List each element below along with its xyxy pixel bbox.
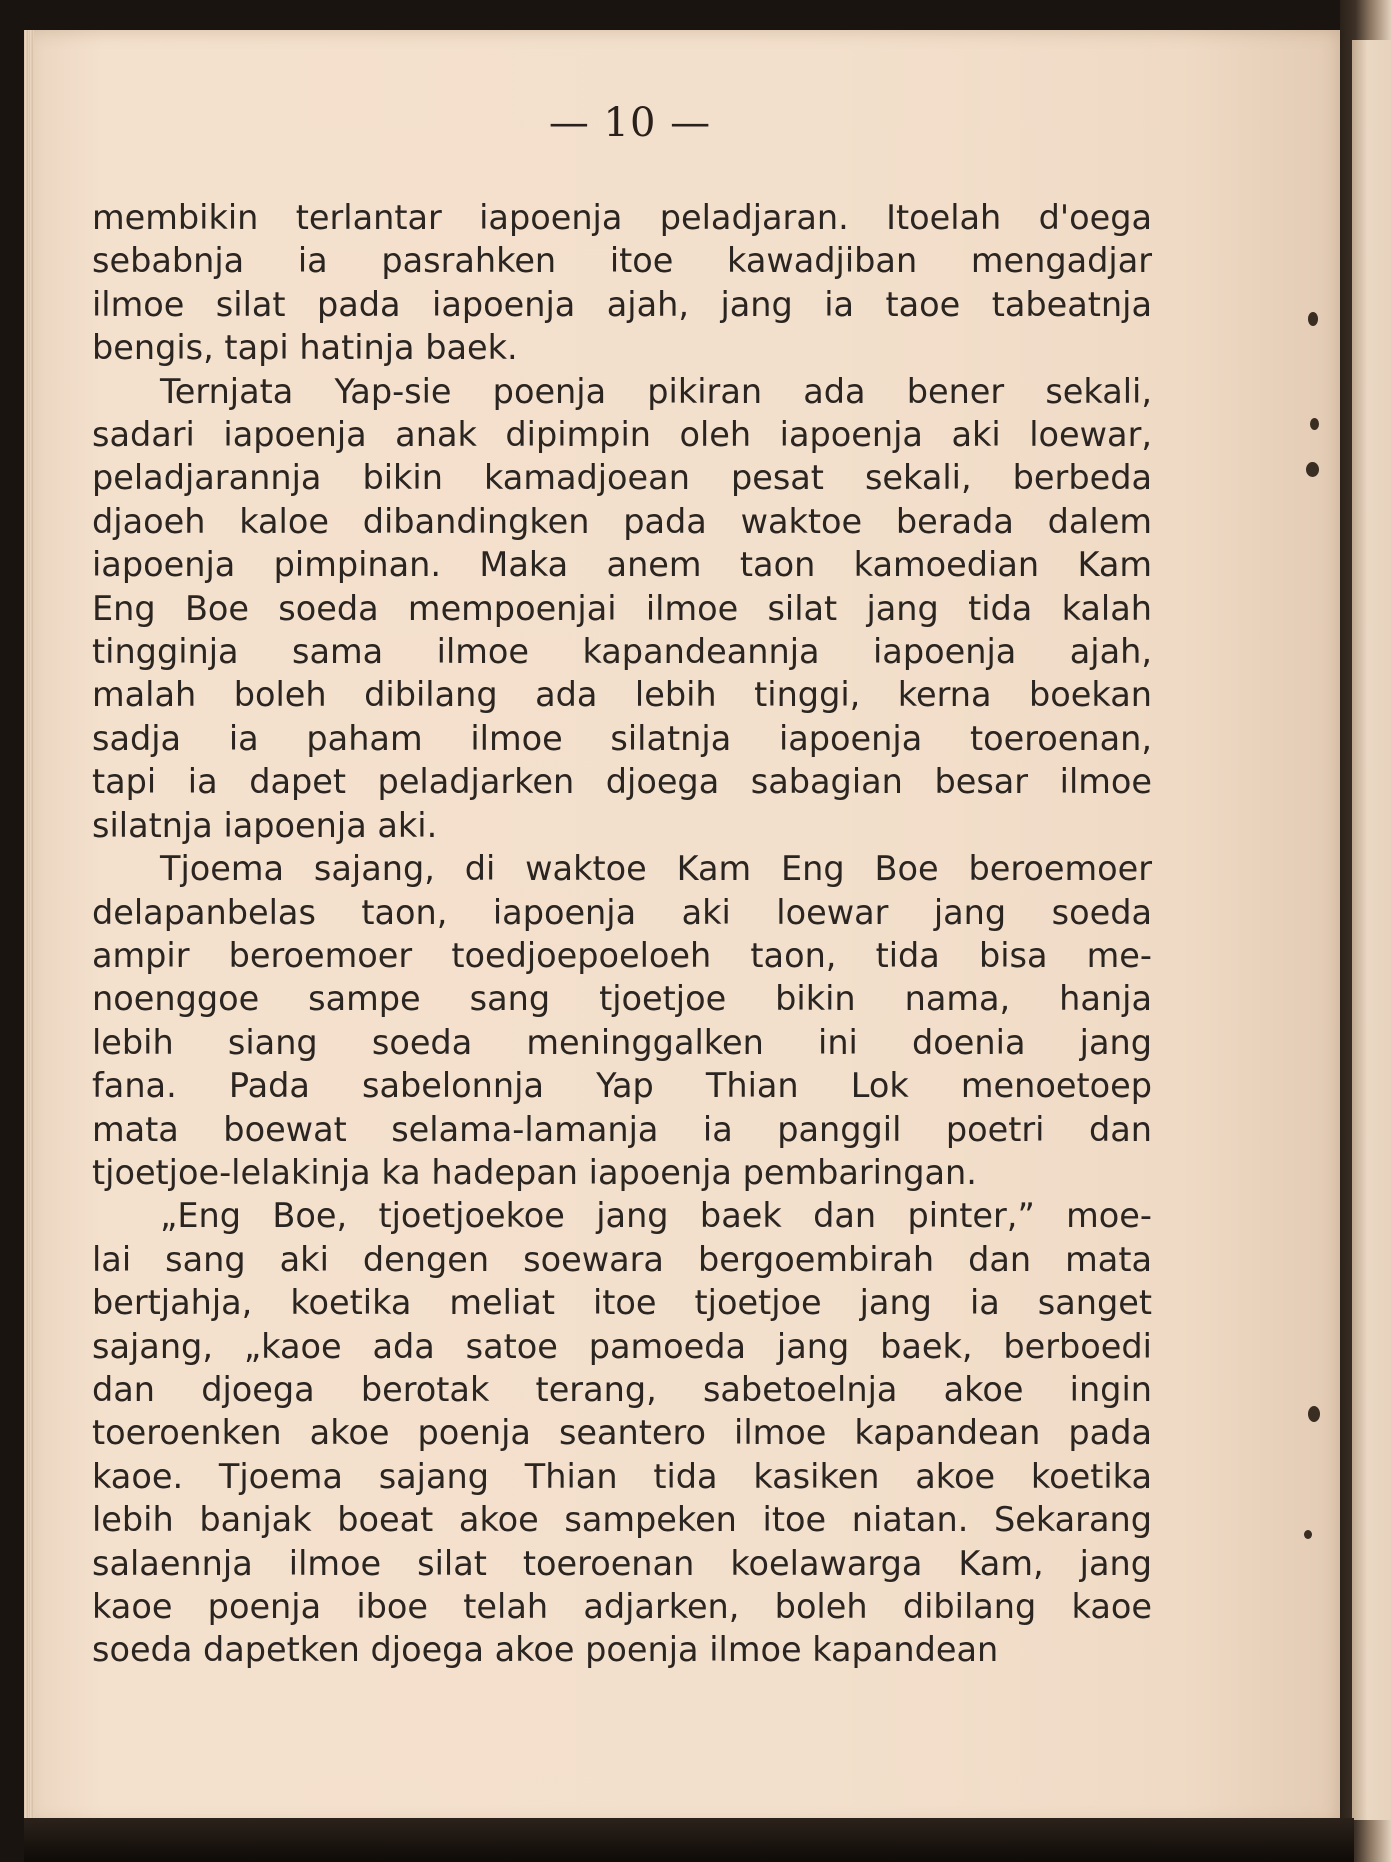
text-line: soeda dapetken djoega akoe poenja ilmoe kapandean [92, 1630, 999, 1670]
ink-speck [1308, 312, 1318, 326]
paragraph [92, 196, 1152, 370]
text-line: noenggoe sampe sang tjoetjoe bikin nama, hanja [92, 979, 1152, 1019]
text-line: djaoeh kaloe dibandingken pada waktoe berada dalem [92, 501, 1152, 541]
text-line: bertjahja, koetika meliat itoe tjoetjoe jang ia sanget [92, 1283, 1152, 1323]
text-line: salaennja ilmoe silat toeroenan koelawarga Kam, jang [92, 1543, 1152, 1583]
text-line: delapanbelas taon, iapoenja aki loewar jang soeda [92, 892, 1152, 932]
text-line: membikin terlantar iapoenja peladjaran. Itoelah d'oega [92, 198, 1152, 237]
facing-page-edge [1352, 40, 1391, 1820]
text-line: sadari iapoenja anak dipimpin oleh iapoenja aki loewar, [92, 415, 1152, 455]
text-line: Ternjata Yap-sie poenja pikiran ada bener sekali, [160, 371, 1152, 411]
text-line: lebih siang soeda meninggalken ini doenia jang [92, 1022, 1152, 1062]
text-line: tjoetjoe-lelakinja ka hadepan iapoenja pembaringan. [92, 1152, 977, 1192]
ink-speck [1306, 462, 1319, 477]
text-line: bengis, tapi hatinja baek. [92, 328, 518, 368]
text-line: mata boewat selama-lamanja ia panggil poetri dan [92, 1109, 1152, 1149]
ink-speck [1308, 1406, 1320, 1422]
text-line: iapoenja pimpinan. Maka anem taon kamoedian Kam [92, 545, 1152, 585]
paragraph [92, 847, 1152, 1194]
text-line: toeroenken akoe poenja seantero ilmoe kapandean pada [92, 1413, 1152, 1453]
text-line: kaoe poenja iboe telah adjarken, boleh dibilang kaoe [92, 1587, 1152, 1626]
paragraph [92, 1194, 1152, 1671]
text-line: lebih banjak boeat akoe sampeken itoe niatan. Sekarang [92, 1500, 1152, 1540]
page-number: — 10 — [548, 100, 712, 146]
text-line: kaoe. Tjoema sajang Thian tida kasiken akoe koetika [92, 1456, 1152, 1496]
text-line: „Eng Boe, tjoetjoekoe jang baek dan pinter,” moe- [160, 1196, 1152, 1236]
text-line: lai sang aki dengen soewara bergoembirah dan mata [92, 1239, 1152, 1279]
text-line: dan djoega berotak terang, sabetoelnja akoe ingin [92, 1369, 1152, 1409]
text-line: ampir beroemoer toedjoepoeloeh taon, tida bisa me- [92, 935, 1152, 975]
text-line: malah boleh dibilang ada lebih tinggi, kerna boekan [92, 675, 1152, 715]
text-line: Eng Boe soeda mempoenjai ilmoe silat jang tida kalah [92, 588, 1152, 628]
text-line: sadja ia paham ilmoe silatnja iapoenja toeroenan, [92, 718, 1152, 758]
text-line: sebabnja ia pasrahken itoe kawadjiban mengadjar [92, 241, 1152, 281]
paragraph [92, 370, 1152, 847]
text-line: Tjoema sajang, di waktoe Kam Eng Boe beroemoer [160, 849, 1152, 889]
bottom-shadow [24, 1818, 1354, 1862]
text-line: fana. Pada sabelonnja Yap Thian Lok menoetoep [92, 1066, 1152, 1106]
text-line: peladjarannja bikin kamadjoean pesat sekali, berbeda [92, 458, 1152, 498]
text-line: tapi ia dapet peladjarken djoega sabagian besar ilmoe [92, 762, 1152, 802]
text-line: ilmoe silat pada iapoenja ajah, jang ia taoe tabeatnja [92, 284, 1152, 324]
text-line: tingginja sama ilmoe kapandeannja iapoenja ajah, [92, 632, 1152, 672]
text-line: silatnja iapoenja aki. [92, 805, 438, 845]
page-stack-edge [24, 30, 34, 1825]
ink-speck [1304, 1530, 1312, 1539]
ink-speck [1310, 418, 1319, 430]
text-line: sajang, „kaoe ada satoe pamoeda jang baek, berboedi [92, 1326, 1152, 1366]
body-text [92, 196, 1152, 1672]
